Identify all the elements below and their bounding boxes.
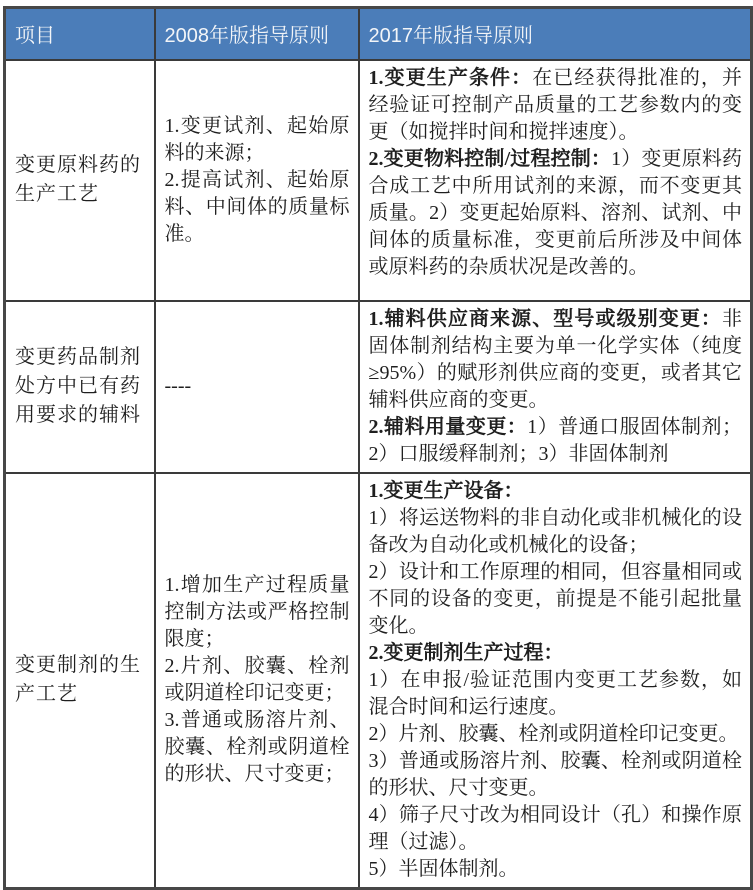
paragraph <box>369 640 743 667</box>
header-cell-2017: 2017年版指导原则 <box>359 8 752 60</box>
cell-2017 <box>359 301 752 473</box>
paragraph: 4）筛子尺寸改为相同设计（孔）和操作原理（过滤）。 <box>368 803 742 853</box>
paragraph: 2.片剂、胶囊、栓剂或阴道栓印记变更； <box>164 655 350 704</box>
paragraph-bold-label: 1.辅料供应商来源、型号或级别变更： <box>368 307 722 330</box>
paragraph: 2.提高试剂、起始原料、中间体的质量标准。 <box>164 168 350 245</box>
dash-placeholder: ---- <box>164 375 192 397</box>
table-row-preparation-process <box>5 473 752 889</box>
paragraph: 5）半固体制剂。 <box>368 857 519 880</box>
paragraph-bold-label: 2.变更制剂生产过程： <box>368 641 564 664</box>
paragraph: 1）将运送物料的非自动化或非机械化的设备改为自动化或机械化的设备； <box>368 506 742 556</box>
paragraph <box>369 65 743 146</box>
paragraph-bold-label: 1.变更生产设备： <box>368 479 524 502</box>
paragraph <box>369 414 743 468</box>
paragraph: 1.增加生产过程质量控制方法或严格控制限度； <box>164 574 350 650</box>
cell-item: 变更制剂的生产工艺 <box>5 473 155 889</box>
paragraph: 1）在申报/验证范围内变更工艺参数，如混合时间和运行速度。 <box>368 668 742 718</box>
paragraph-text: 1）变更原料药合成工艺中所用试剂的来源，而不变更其质量。2）变更起始原料、溶剂、试剂、中间体的质量标准，变更前后所涉及中间体或原料药的杂质状况是改善的。 <box>368 147 743 278</box>
paragraph <box>369 306 743 414</box>
paragraph: 2）设计和工作原理的相同，但容量相同或不同的设备的变更，前提是不能引起批量变化。 <box>368 560 742 637</box>
cell-2008 <box>155 60 359 301</box>
header-cell-2008: 2008年版指导原则 <box>155 8 359 60</box>
paragraph-text: 在已经获得批准的，并经验证可控制产品质量的工艺参数内的变更（如搅拌时间和搅拌速度）。 <box>368 66 743 143</box>
cell-2017 <box>359 60 752 301</box>
header-cell-item: 项目 <box>5 8 155 60</box>
cell-2008 <box>155 473 359 889</box>
paragraph <box>369 478 743 505</box>
cell-item: 变更药品制剂处方中已有药用要求的辅料 <box>5 301 155 473</box>
paragraph-bold-label: 2.变更物料控制/过程控制： <box>368 147 612 170</box>
cell-2008 <box>155 301 359 473</box>
paragraph: 3）普通或肠溶片剂、胶囊、栓剂或阴道栓的形状、尺寸变更。 <box>368 749 742 799</box>
paragraph <box>369 146 743 281</box>
table-row-excipients <box>5 301 752 473</box>
paragraph: 2）片剂、胶囊、栓剂或阴道栓印记变更。 <box>368 722 739 745</box>
paragraph-text: 非固体制剂结构主要为单一化学实体（纯度≥95%）的赋形剂供应商的变更，或者其它辅料供应商的变更。 <box>368 307 742 411</box>
table-header-row <box>5 8 752 60</box>
paragraph-bold-label: 1.变更生产条件： <box>368 66 533 89</box>
paragraph: 3.普通或肠溶片剂、胶囊、栓剂或阴道栓的形状、尺寸变更； <box>164 709 350 785</box>
cell-item: 变更原料药的生产工艺 <box>5 60 155 301</box>
table-row-api-process <box>5 60 752 301</box>
cell-2017 <box>359 473 752 889</box>
comparison-table <box>3 6 753 890</box>
paragraph-bold-label: 2.辅料用量变更： <box>368 415 528 438</box>
paragraph-text: 1）普通口服固体制剂；2）口服缓释制剂；3）非固体制剂 <box>368 415 743 465</box>
paragraph: 1.变更试剂、起始原料的来源； <box>164 114 350 164</box>
